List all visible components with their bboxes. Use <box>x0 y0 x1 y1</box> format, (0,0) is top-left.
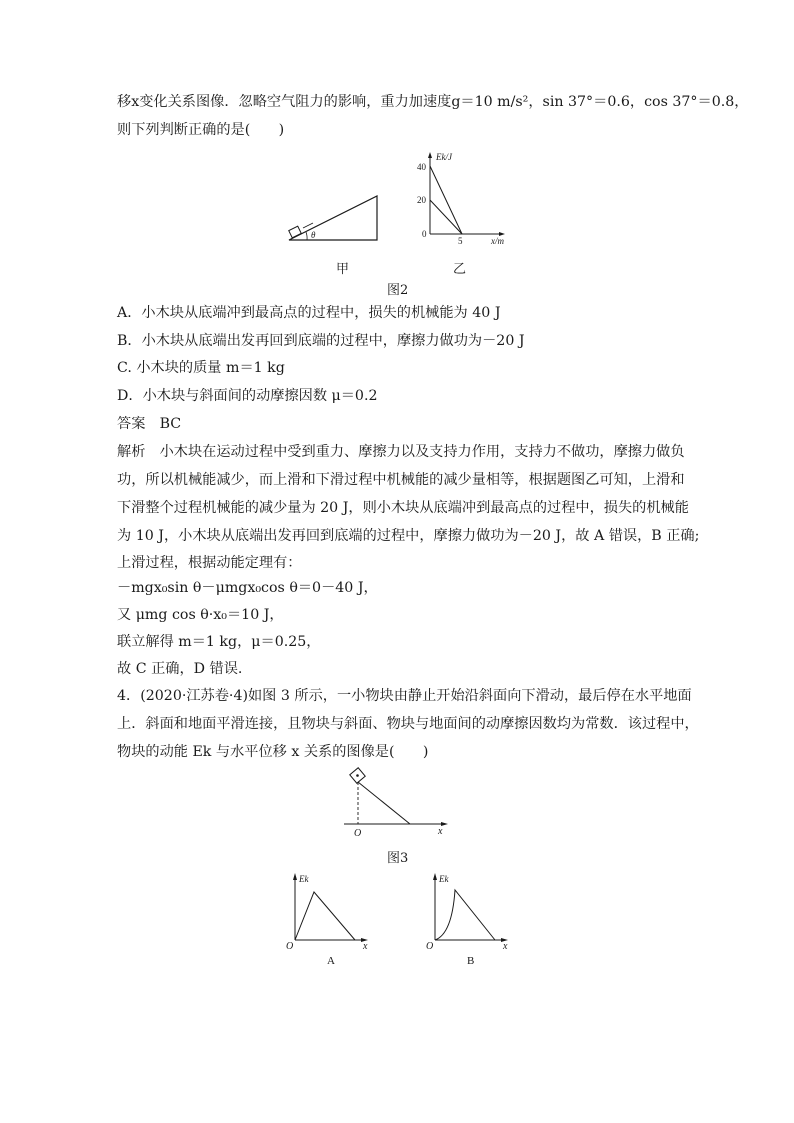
q4-b-y-axis: Ek <box>439 874 449 884</box>
q4-stem-line-2: 上．斜面和地面平滑连接，且物块与斜面、物块与地面间的动摩擦因数均为常数．该过程中， <box>117 716 699 732</box>
fig2-ek-x-graph <box>405 148 515 248</box>
q3-option-c: C. 小木块的质量 m＝1 kg <box>117 360 285 376</box>
graph-tick-0: 0 <box>422 229 427 239</box>
q4-b-origin: O <box>426 941 434 952</box>
q4-option-b-label: B <box>467 955 475 967</box>
q4-stem-line-1: 4．(2020·江苏卷·4)如图 3 所示，一小物块由静止开始沿斜面向下滑动，最后停在水平地面 <box>117 688 692 704</box>
fig2-theta-label: θ <box>311 230 316 240</box>
q4-option-b-graph <box>422 870 512 950</box>
q4-option-a-graph <box>282 870 372 950</box>
graph-y-axis-label: Ek/J <box>436 152 452 162</box>
q3-analysis-line-9: 故 C 正确，D 错误. <box>117 661 243 677</box>
graph-tick-40: 40 <box>417 162 426 172</box>
q3-option-b: B．小木块从底端出发再回到底端的过程中，摩擦力做功为－20 J <box>117 333 525 349</box>
q4-b-x-axis: x <box>503 941 508 952</box>
q3-analysis-line-5: 上滑过程，根据动能定理有： <box>117 555 302 571</box>
q4-option-a-label: A <box>327 955 335 967</box>
q3-analysis-line-4: 为 10 J，小木块从底端出发再回到底端的过程中，摩擦力做功为－20 J，故 A 错误，B 正确; <box>117 528 700 544</box>
q3-analysis-line-8: 联立解得 m＝1 kg，μ＝0.25， <box>117 634 321 650</box>
q4-stem-line-3: 物块的动能 Ek 与水平位移 x 关系的图像是( ) <box>117 744 429 760</box>
graph-x-axis-label: x/m <box>491 236 504 246</box>
fig3-slope-diagram <box>340 768 460 840</box>
q4-a-origin: O <box>286 941 294 952</box>
fig2-yi-label: 乙 <box>453 262 467 277</box>
graph-tick-5: 5 <box>458 236 463 246</box>
q3-analysis-line-1: 解析 小木块在运动过程中受到重力、摩擦力以及支持力作用，支持力不做功，摩擦力做负 <box>117 444 685 460</box>
q3-stem-line-2: 则下列判断正确的是( ) <box>117 122 285 138</box>
q3-analysis-line-6: －mgx₀sin θ－μmgx₀cos θ＝0－40 J， <box>117 580 378 596</box>
fig3-x-label: x <box>438 826 443 837</box>
q3-answer: 答案 BC <box>117 416 182 432</box>
fig2-caption: 图2 <box>387 283 409 298</box>
q3-analysis-line-2: 功，所以机械能减少，而上滑和下滑过程中机械能的减少量相等，根据题图乙可知，上滑和 <box>117 472 685 488</box>
q3-option-a: A．小木块从底端冲到最高点的过程中，损失的机械能为 40 J <box>117 305 501 321</box>
fig3-caption: 图3 <box>387 851 409 866</box>
q3-stem-line-1: 移x变化关系图像．忽略空气阻力的影响，重力加速度g＝10 m/s²，sin 37°＝0.6，cos 37°＝0.8， <box>117 94 749 110</box>
fig2-jia-label: 甲 <box>336 262 350 277</box>
q3-analysis-line-7: 又 μmg cos θ·x₀＝10 J， <box>117 607 284 623</box>
q3-option-d: D．小木块与斜面间的动摩擦因数 μ＝0.2 <box>117 388 378 404</box>
fig3-origin-label: O <box>354 828 362 839</box>
fig2-incline-diagram <box>283 190 383 246</box>
graph-tick-20: 20 <box>417 195 426 205</box>
q4-a-y-axis: Ek <box>299 874 309 884</box>
q3-analysis-line-3: 下滑整个过程机械能的减少量为 20 J，则小木块从底端冲到最高点的过程中，损失的机械能 <box>117 500 689 516</box>
q4-a-x-axis: x <box>363 941 368 952</box>
